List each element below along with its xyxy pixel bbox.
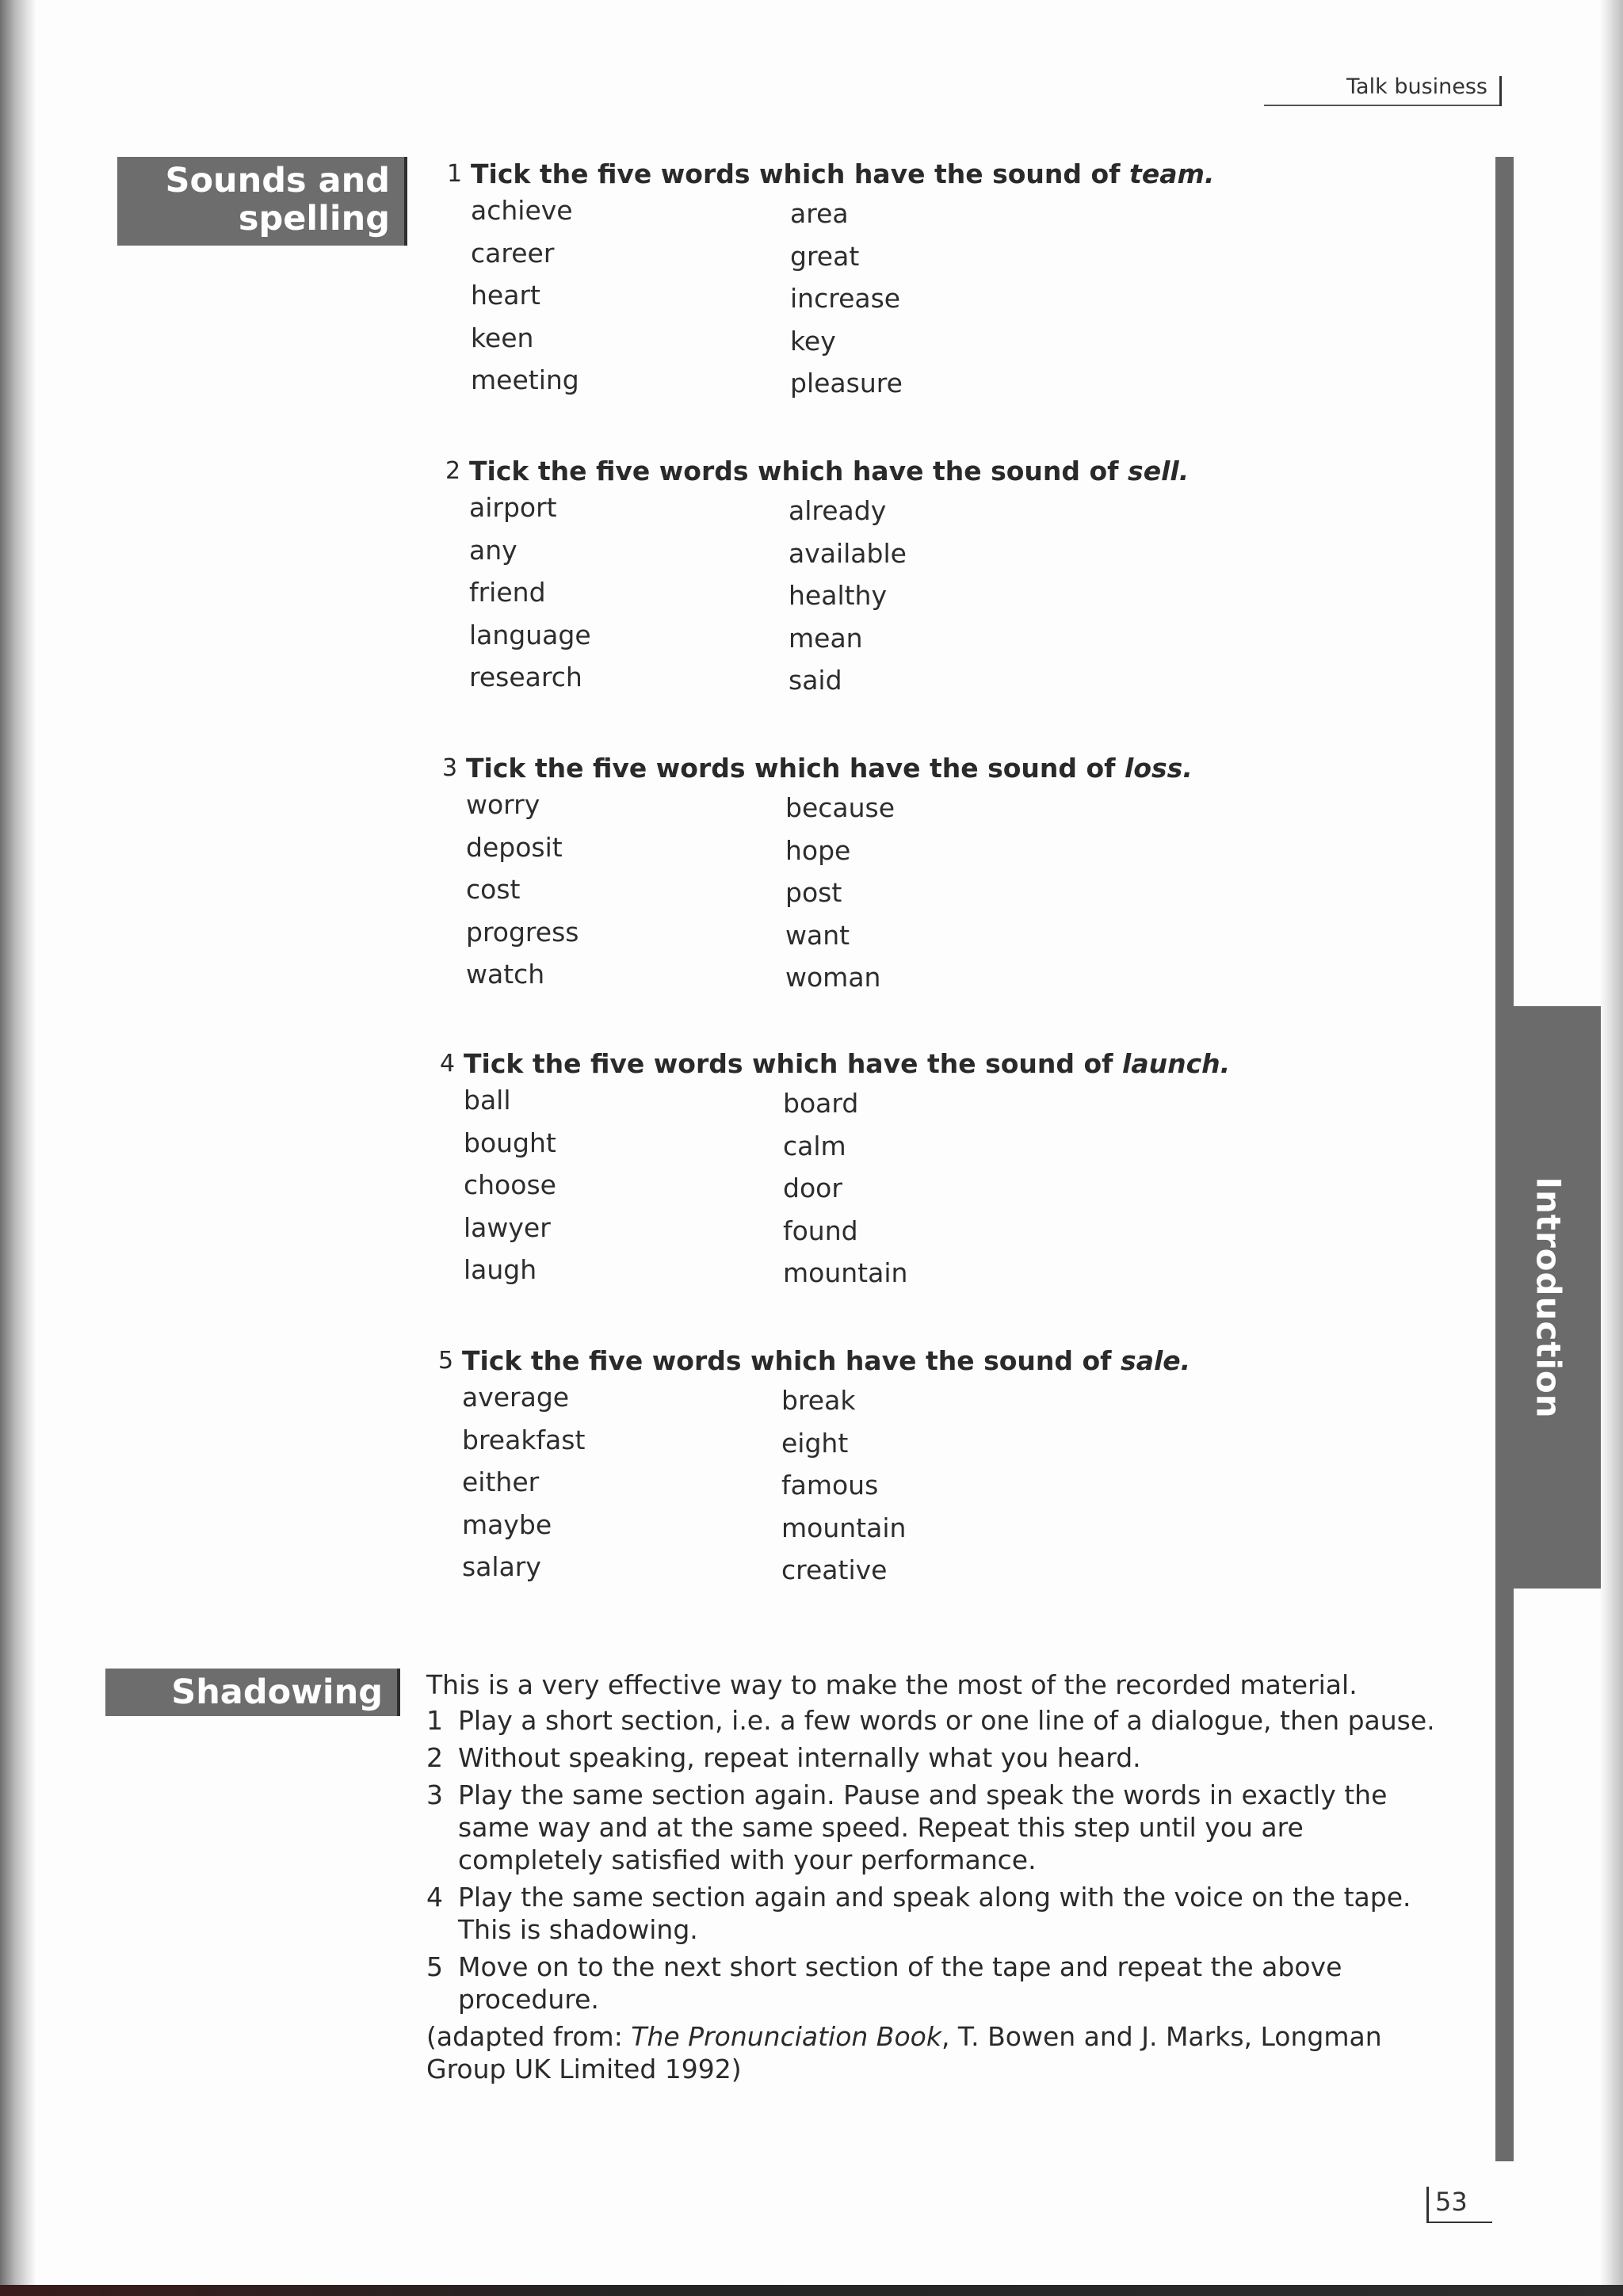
step-text: Play the same section again and speak along with the voice on the tape. This is shadowing. xyxy=(458,1882,1411,1945)
word-option: research xyxy=(469,662,582,692)
word-option: calm xyxy=(783,1130,846,1161)
shadowing-step xyxy=(426,1741,1449,1774)
word-option: airport xyxy=(469,492,557,523)
exercise-instruction: Tick the five words which have the sound of xyxy=(464,1048,1113,1079)
word-option: achieve xyxy=(471,195,573,226)
exercise-instruction: Tick the five words which have the sound of xyxy=(471,158,1121,189)
exercise-keyword: team. xyxy=(1129,158,1215,189)
word-option: career xyxy=(471,237,555,269)
word-option: already xyxy=(789,495,887,526)
word-option: area xyxy=(790,198,849,229)
word-option: choose xyxy=(464,1169,556,1200)
word-option: bought xyxy=(464,1127,556,1158)
word-option: heart xyxy=(471,280,540,311)
word-option: laugh xyxy=(464,1254,537,1285)
step-text: Move on to the next short section of the tape and repeat the above procedure. xyxy=(458,1951,1342,2015)
side-tab-label: Introduction xyxy=(1529,1176,1568,1419)
exercise-keyword: launch. xyxy=(1122,1048,1231,1079)
exercise-prompt xyxy=(442,753,1193,788)
exercise-instruction: Tick the five words which have the sound of xyxy=(469,456,1119,486)
word-option: increase xyxy=(790,283,901,314)
word-option: available xyxy=(789,537,907,569)
word-option: famous xyxy=(781,1470,879,1501)
section-tag-shadowing: Shadowing xyxy=(105,1669,397,1716)
word-option: deposit xyxy=(466,831,563,863)
word-option: mean xyxy=(789,622,863,654)
bottom-strip xyxy=(0,2285,1623,2296)
word-option: break xyxy=(781,1385,856,1416)
word-option: key xyxy=(790,325,836,357)
side-tab-introduction xyxy=(1495,1006,1601,1589)
word-option: language xyxy=(469,619,591,650)
word-option: door xyxy=(783,1173,842,1203)
exercise-number: 2 xyxy=(445,457,461,485)
word-option: watch xyxy=(466,959,545,990)
step-text: Play a short section, i.e. a few words or one line of a dialogue, then pause. xyxy=(458,1705,1435,1736)
shadowing-step xyxy=(426,1951,1449,2016)
exercise-prompt xyxy=(438,1345,1191,1380)
exercise-2 xyxy=(445,456,1190,696)
word-option: maybe xyxy=(462,1508,552,1540)
word-option: because xyxy=(785,792,896,823)
exercise-number: 5 xyxy=(438,1347,454,1375)
exercise-4 xyxy=(440,1048,1231,1288)
running-head-rule xyxy=(1499,76,1502,106)
page-number: 53 xyxy=(1426,2187,1492,2223)
word-option: hope xyxy=(785,834,851,866)
section-tag-sounds-and-spelling: Sounds and spelling xyxy=(117,157,404,246)
source-title: The Pronunciation Book xyxy=(631,2021,941,2052)
exercise-keyword: sell. xyxy=(1128,456,1190,486)
exercise-1 xyxy=(447,158,1215,399)
word-option: ball xyxy=(464,1085,511,1116)
exercise-prompt xyxy=(445,456,1190,490)
word-option: want xyxy=(785,919,850,951)
step-number: 3 xyxy=(426,1779,443,1810)
step-text: Play the same section again. Pause and speak the words in exactly the same way and at the same speed. Repeat this step until you are completely satisfied with your performance. xyxy=(458,1779,1388,1875)
source-prefix: (adapted from: xyxy=(426,2021,632,2052)
word-option: eight xyxy=(781,1427,849,1459)
running-head xyxy=(1264,73,1502,106)
word-option: healthy xyxy=(789,580,887,611)
word-option: friend xyxy=(469,577,546,608)
binding-shadow xyxy=(0,0,36,2296)
side-bar-top xyxy=(1495,157,1514,1009)
word-option: found xyxy=(783,1215,858,1246)
word-option: meeting xyxy=(471,364,579,395)
step-number: 5 xyxy=(426,1951,443,1982)
side-bar-bottom xyxy=(1495,1587,1514,2161)
word-option: lawyer xyxy=(464,1211,551,1243)
page-edge xyxy=(1599,0,1623,2296)
shadowing-step xyxy=(426,1881,1449,1946)
word-option: woman xyxy=(785,962,881,993)
word-option: creative xyxy=(781,1554,888,1585)
word-option: pleasure xyxy=(790,368,903,399)
source-citation xyxy=(426,2020,1449,2085)
step-number: 1 xyxy=(426,1705,443,1736)
shadowing-step xyxy=(426,1779,1449,1876)
shadowing-block xyxy=(426,1669,1449,2111)
word-option: worry xyxy=(466,789,540,820)
exercise-keyword: sale. xyxy=(1121,1345,1191,1376)
source-suffix: , T. Bowen and J. Marks, Longman Group UK Limited 1992) xyxy=(426,2021,1382,2084)
exercise-number: 4 xyxy=(440,1050,456,1077)
word-option: any xyxy=(469,534,517,566)
word-option: average xyxy=(462,1382,570,1413)
exercise-3 xyxy=(442,753,1193,993)
word-option: salary xyxy=(462,1551,541,1582)
step-number: 2 xyxy=(426,1742,443,1773)
shadowing-step xyxy=(426,1704,1449,1737)
word-option: great xyxy=(790,240,860,272)
exercise-instruction: Tick the five words which have the sound of xyxy=(466,753,1116,784)
shadowing-intro: This is a very effective way to make the most of the recorded material. xyxy=(426,1669,1358,1700)
word-option: keen xyxy=(471,322,534,353)
word-option: mountain xyxy=(783,1257,908,1288)
exercise-keyword: loss. xyxy=(1125,753,1193,784)
step-number: 4 xyxy=(426,1882,443,1913)
word-option: cost xyxy=(466,874,521,905)
exercise-number: 1 xyxy=(447,160,463,188)
word-option: progress xyxy=(466,916,579,948)
word-option: board xyxy=(783,1088,859,1119)
exercise-number: 3 xyxy=(442,754,458,782)
word-option: either xyxy=(462,1466,540,1497)
word-option: said xyxy=(789,665,842,696)
word-option: post xyxy=(785,877,842,908)
exercise-prompt xyxy=(440,1048,1231,1083)
running-head-text: Talk business xyxy=(1346,74,1487,99)
exercise-instruction: Tick the five words which have the sound of xyxy=(462,1345,1112,1376)
step-text: Without speaking, repeat internally what you heard. xyxy=(458,1742,1141,1773)
exercise-5 xyxy=(438,1345,1191,1585)
word-option: mountain xyxy=(781,1512,907,1543)
exercise-prompt xyxy=(447,158,1215,193)
word-option: breakfast xyxy=(462,1424,586,1455)
